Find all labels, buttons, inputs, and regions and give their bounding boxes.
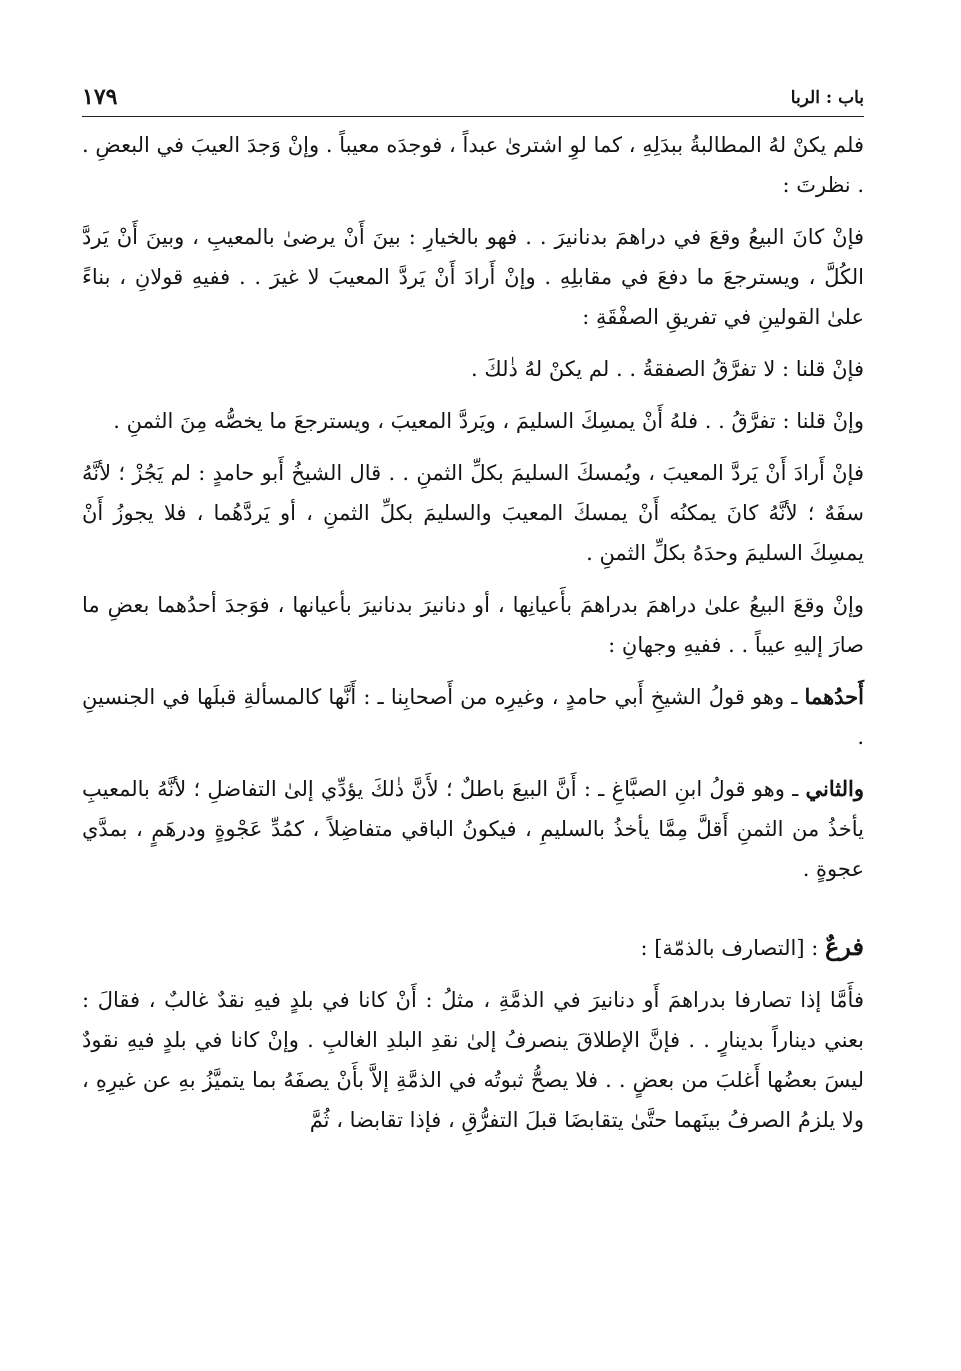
- paragraph: [82, 401, 864, 441]
- paragraph-text: ـ وهو قولُ ابنِ الصبَّاغِ ـ : أَنَّ البيعَ باطلٌ ؛ لأَنَّ ذٰلكَ يؤدِّي إلىٰ التفاضلِ ؛ لأنَّهُ بالمعيبِ يأخذُ من الثمنِ أَقلَّ مِمَّا يأخذُ بالسليمِ ، فيكونُ الباقي متفاضِلاً ، كمُدِّ عَجْوةٍ ودرهَمٍ ، بمدَّي عجوةٍ .: [82, 777, 864, 881]
- paragraph: [82, 980, 864, 1140]
- paragraph-lead: أَحدُهما: [804, 684, 864, 709]
- page-body: [82, 125, 864, 1140]
- paragraph: [82, 677, 864, 757]
- paragraph: [82, 585, 864, 665]
- paragraph-text: ـ وهو قولُ الشيخِ أَبي حامدٍ ، وغيرِه من أَصحابِنا ـ : أَنَّها كالمسألةِ قبلَها في الجنسينِ .: [82, 685, 864, 749]
- paragraph: [82, 453, 864, 573]
- section-heading: فرعٌ: [824, 932, 864, 961]
- book-page: [82, 78, 864, 1152]
- page-header: [82, 78, 864, 117]
- section-title: [82, 927, 864, 968]
- paragraph-text: وإنْ قلنا : تفرَّقُ . . فلهُ أَنْ يمسِكَ السليمَ ، ويَردَّ المعيبَ ، ويسترجعَ ما يخصُّه مِنَ الثمنِ .: [113, 409, 864, 433]
- paragraph-text: وإنْ وقعَ البيعُ علىٰ دراهمَ بدراهمَ بأَعيانِها ، أو دنانيرَ بدنانيرَ بأعيانها ، فوَجدَ أحدُهما بعضِ ما صارَ إليهِ عيباً . . ففيهِ وجهانِ :: [82, 593, 864, 657]
- paragraph-text: فلم يكنْ لهُ المطالبةُ ببدَلِهِ ، كما لوِ اشترىٰ عبداً ، فوجدَه معيباً . وإنْ وَجدَ العيبَ في البعضِ . . نظرتَ :: [82, 133, 864, 197]
- section-subtitle: : [التصارف بالذمّة] :: [640, 936, 825, 960]
- paragraph: [82, 349, 864, 389]
- paragraph: [82, 217, 864, 337]
- chapter-title: باب : الربا: [790, 88, 864, 108]
- paragraph-text: فإنْ كانَ البيعُ وقعَ في دراهمَ بدنانيرَ . . فهو بالخيارِ : بينَ أَنْ يرضىٰ بالمعيبِ ، وبينَ أَنْ يَردَّ الكُلَّ ، ويسترجعَ ما دفعَ في مقابلِهِ . وإنْ أَرادَ أَنْ يَردَّ المعيبَ لا غيرَ . . ففيهِ قولانِ ، بناءً علىٰ القولينِ في تفريقِ الصفْقَةِ :: [82, 225, 864, 329]
- paragraph: [82, 125, 864, 205]
- paragraph-lead: والثاني: [805, 776, 864, 801]
- paragraph-text: فأَمَّا إذا تصارفا بدراهمَ أَو دنانيرَ في الذمَّةِ ، مثلُ : أَنْ كانا في بلدٍ فيهِ نقدٌ غالبٌ ، فقالَ : بعني ديناراً بدينارٍ . . فإنَّ الإطلاقَ ينصرفُ إلىٰ نقدِ البلدِ الغالبِ . وإنْ كانا في بلدٍ فيهِ نقودٌ ليسَ بعضُها أَغلبَ من بعضٍ . . فلا يصحُّ ثبوتُه في الذمَّةِ إلاَّ بأَنْ يصفَهُ بما يتميَّزُ بهِ عن غيرِهِ ، ولا يلزمُ الصرفُ بينَهما حتَّىٰ يتقابضَا قبلَ التفرُّقِ ، فإذا تقابضا ، ثُمَّ: [82, 988, 864, 1132]
- paragraph: [82, 769, 864, 889]
- paragraph-text: فإنْ قلنا : لا تفرَّقُ الصفقةُ . . لم يكنْ لهُ ذٰلكَ .: [471, 357, 864, 381]
- paragraph-text: فإنْ أَرادَ أَنْ يَردَّ المعيبَ ، ويُمسكَ السليمَ بكلِّ الثمنِ . . قال الشيخُ أَبو حامدٍ : لم يَجُزْ ؛ لأنَّهُ سفَهٌ ؛ لأنَّهُ كانَ يمكنُه أَنْ يمسكَ المعيبَ والسليمَ بكلِّ الثمنِ ، أو يَردَّهُما ، فلا يجوزُ أَنْ يمسِكَ السليمَ وحدَهُ بكلِّ الثمنِ .: [82, 461, 864, 565]
- page-number: ١٧٩: [82, 84, 118, 110]
